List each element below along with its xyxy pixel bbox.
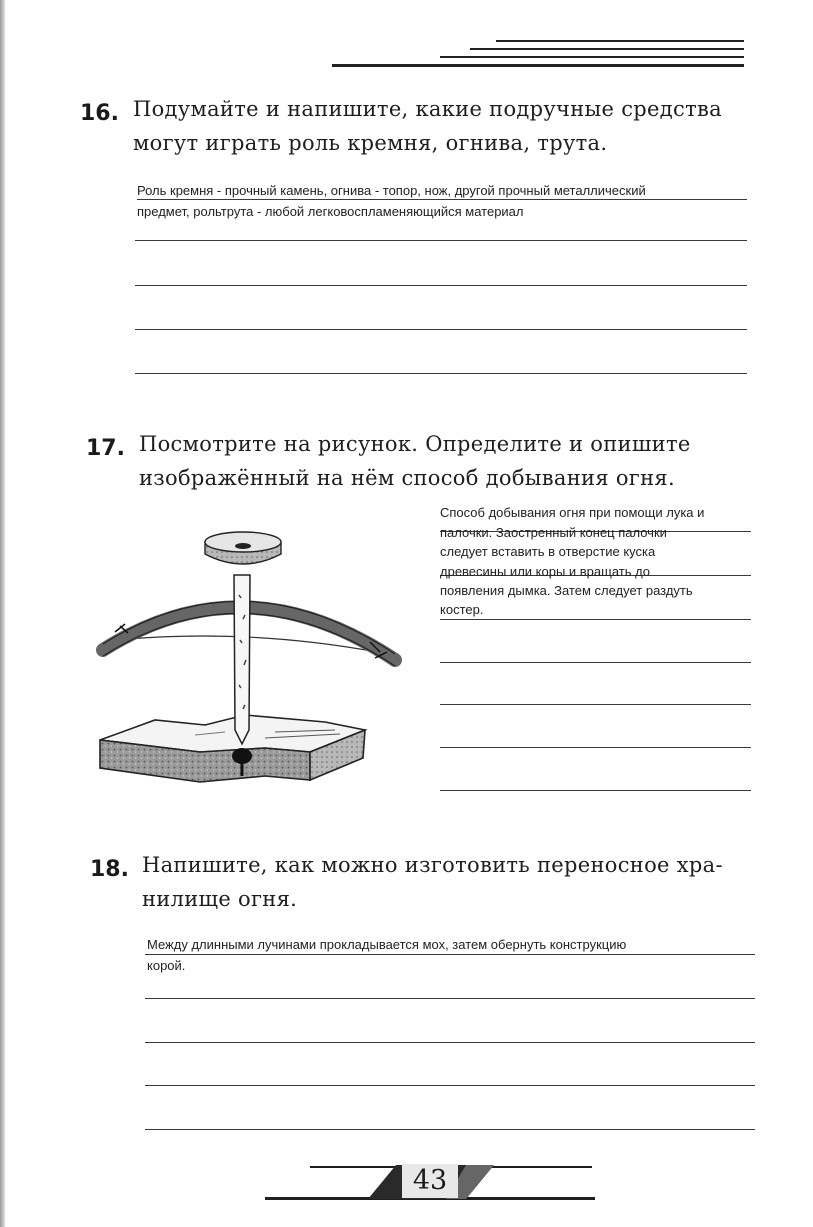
answer-text-line-3: следует вставить в отверстие куска: [440, 544, 656, 559]
task-number: 17.: [86, 436, 125, 461]
drill-stick: [234, 575, 250, 744]
answer-text-line-2: предмет, рольтрута - любой легковоспламеняющийся материал: [137, 204, 524, 219]
answer-line: [135, 285, 747, 286]
answer-line: [145, 954, 755, 955]
answer-text-line-2: палочки. Заостренный конец палочки: [440, 525, 667, 540]
page-number: 43: [402, 1164, 458, 1198]
answer-line: [440, 704, 751, 705]
task-question-line-1: Посмотрите на рисунок. Определите и опишите: [139, 432, 691, 456]
task-number: 18.: [90, 857, 129, 882]
answer-line: [145, 1085, 755, 1086]
bow-drill-illustration: [95, 520, 415, 790]
task-question-line-2: нилище огня.: [142, 887, 298, 911]
answer-text-line-6: костер.: [440, 602, 484, 617]
answer-line: [145, 998, 755, 999]
task-question-line-1: Напишите, как можно изготовить переносное хра-: [142, 853, 723, 877]
answer-line: [440, 619, 751, 620]
answer-text-line-1: Роль кремня - прочный камень, огнива - топор, нож, другой прочный металлический: [137, 183, 646, 198]
scan-edge-shadow: [0, 0, 5, 1227]
answer-line: [440, 790, 751, 791]
answer-line: [135, 373, 747, 374]
answer-text-line-1: Способ добывания огня при помощи лука и: [440, 505, 705, 520]
answer-line: [440, 747, 751, 748]
answer-text-line-5: появления дымка. Затем следует раздуть: [440, 583, 693, 598]
answer-line: [137, 199, 747, 200]
task-number: 16.: [80, 101, 119, 126]
answer-line: [145, 1042, 755, 1043]
answer-line: [135, 240, 747, 241]
answer-text-line-4: древесины или коры и вращать до: [440, 564, 650, 579]
answer-line: [145, 1129, 755, 1130]
wooden-board: [100, 715, 365, 782]
task-question-line-1: Подумайте и напишите, какие подручные средства: [133, 97, 722, 121]
handhold-disk: [205, 532, 281, 564]
answer-text-line-1: Между длинными лучинами прокладывается мох, затем обернуть конструкцию: [147, 937, 627, 952]
task-question-line-2: изображённый на нём способ добывания огня.: [139, 466, 675, 490]
answer-text-line-2: корой.: [147, 958, 186, 973]
answer-line: [135, 329, 747, 330]
task-question-line-2: могут играть роль кремня, огнива, трута.: [133, 131, 608, 155]
answer-line: [440, 662, 751, 663]
